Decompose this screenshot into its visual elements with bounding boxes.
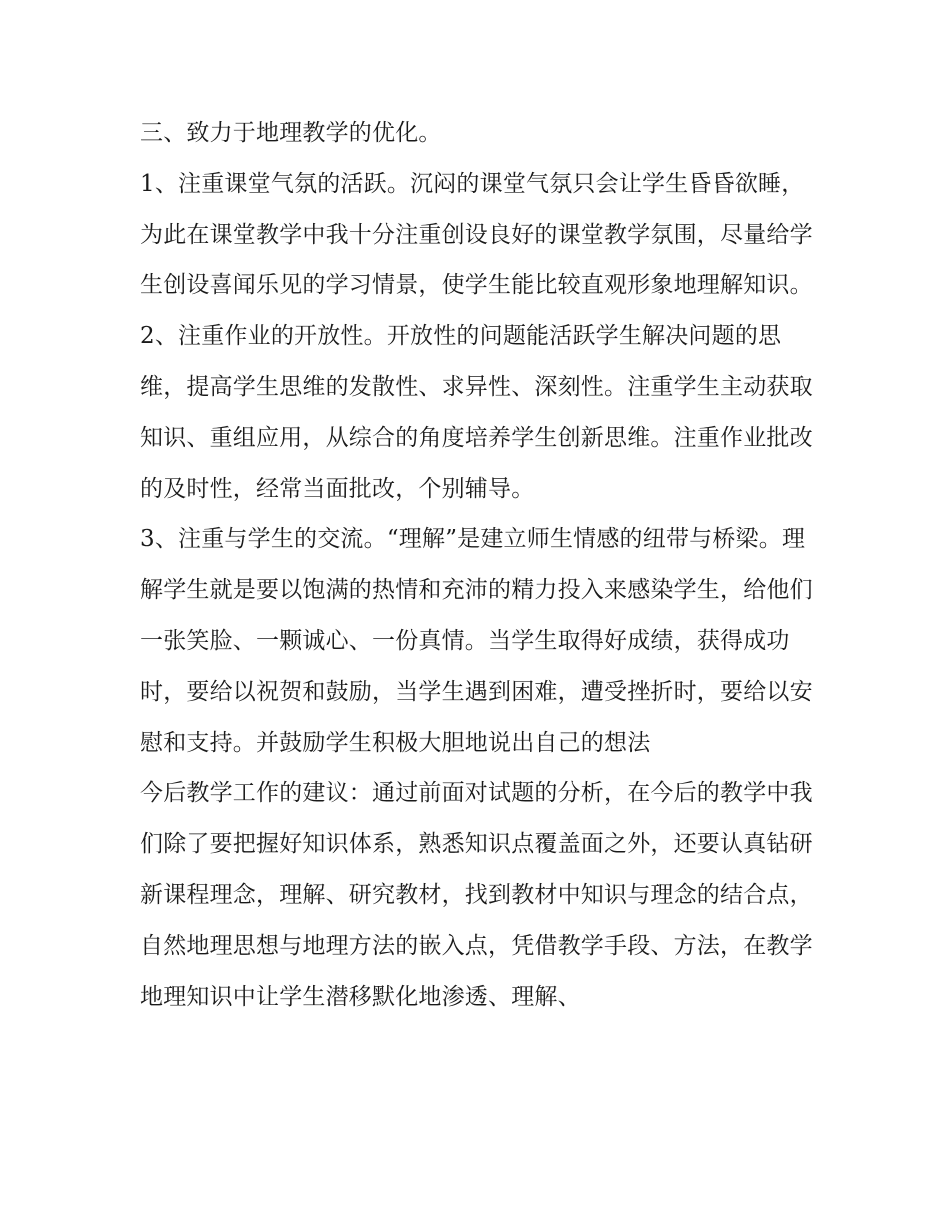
document-body [140, 108, 820, 1022]
paragraph-2: 2、注重作业的开放性。开放性的问题能活跃学生解决问题的思维，提高学生思维的发散性、求异性、深刻性。注重学生主动获取知识、重组应用，从综合的角度培养学生创新思维。注重作业批改的及时性，经常当面批改，个别辅导。 [140, 323, 813, 502]
paragraph-4: 今后教学工作的建议：通过前面对试题的分析，在今后的教学中我们除了要把握好知识体系，熟悉知识点覆盖面之外，还要认真钻研新课程理念，理解、研究教材，找到教材中知识与理念的结合点，自然地理思想与地理方法的嵌入点，凭借教学手段、方法，在教学地理知识中让学生潜移默化地渗透、理解、 [140, 780, 813, 1010]
paragraph-3: 3、注重与学生的交流。“理解”是建立师生情感的纽带与桥梁。理解学生就是要以饱满的热情和充沛的精力投入来感染学生，给他们一张笑脸、一颗诚心、一份真情。当学生取得好成绩，获得成功时，要给以祝贺和鼓励，当学生遇到困难，遭受挫折时，要给以安慰和支持。并鼓励学生积极大胆地说出自己的想法 [140, 526, 813, 756]
paragraph-1: 1、注重课堂气氛的活跃。沉闷的课堂气氛只会让学生昏昏欲睡，为此在课堂教学中我十分注重创设良好的课堂教学氛围，尽量给学生创设喜闻乐见的学习情景，使学生能比较直观形象地理解知识。 [140, 170, 813, 299]
section-heading: 三、致力于地理教学的优化。 [140, 120, 442, 146]
